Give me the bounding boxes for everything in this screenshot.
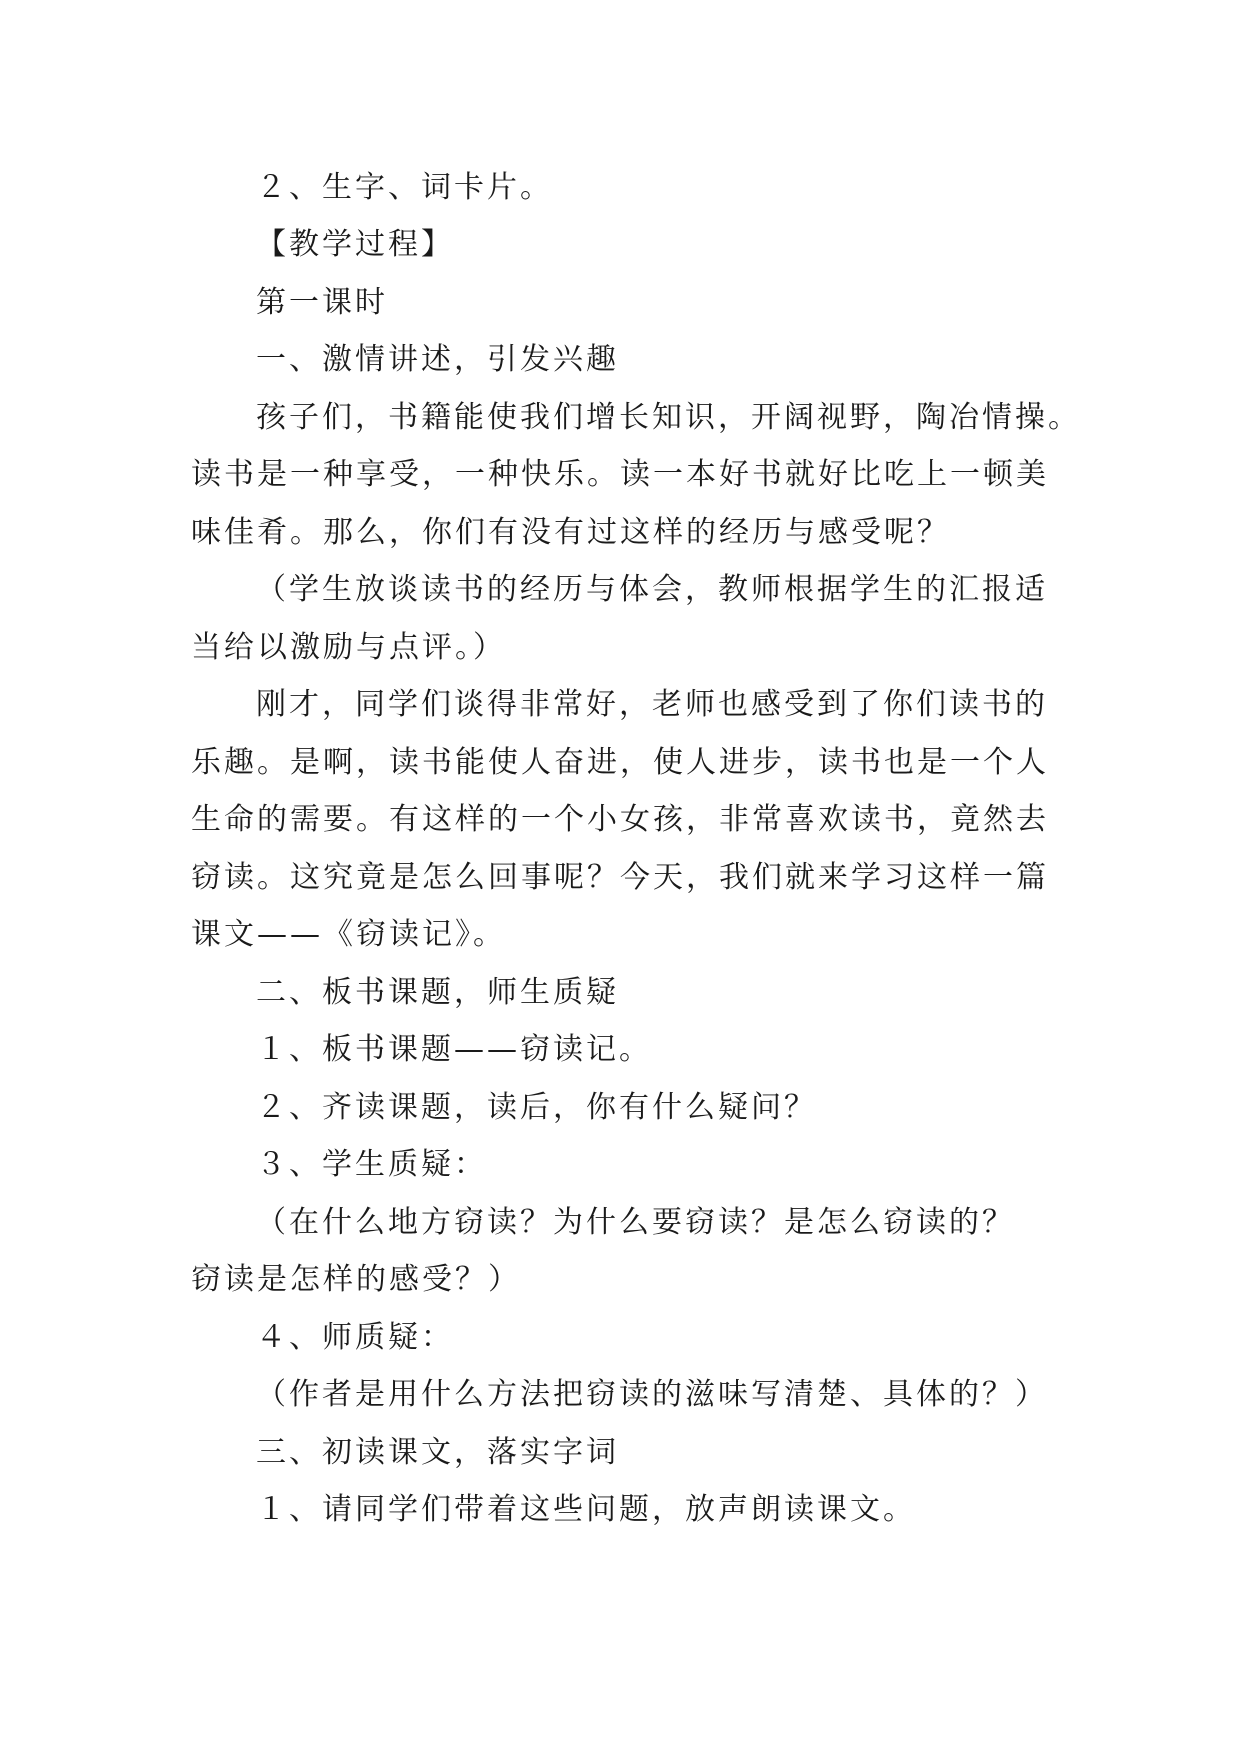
list-item-2: ２、齐读课题，读后，你有什么疑问？ bbox=[256, 1090, 817, 1125]
paragraph-1-line-2: 读书是一种享受，一种快乐。读一本好书就好比吃上一顿美 bbox=[191, 457, 1049, 492]
section-heading-teaching-process: 【教学过程】 bbox=[256, 227, 454, 262]
list-item-5: １、请同学们带着这些问题，放声朗读课文。 bbox=[256, 1492, 916, 1527]
step-heading-2: 二、板书课题，师生质疑 bbox=[256, 975, 619, 1010]
paragraph-2-line-2: 当给以激励与点评。） bbox=[191, 630, 506, 665]
paragraph-1-line-3: 味佳肴。那么，你们有没有过这样的经历与感受呢？ bbox=[191, 515, 950, 550]
paragraph-3-line-5: 课文——《窃读记》。 bbox=[191, 917, 506, 952]
step-heading-1: 一、激情讲述，引发兴趣 bbox=[256, 342, 619, 377]
lesson-title: 第一课时 bbox=[256, 285, 388, 320]
paragraph-5-line-1: （作者是用什么方法把窃读的滋味写清楚、具体的？） bbox=[256, 1377, 1048, 1412]
paragraph-2-line-1: （学生放谈读书的经历与体会，教师根据学生的汇报适 bbox=[256, 572, 1048, 607]
material-item-2: ２、生字、词卡片。 bbox=[256, 170, 553, 205]
step-heading-3: 三、初读课文，落实字词 bbox=[256, 1435, 619, 1470]
paragraph-3-line-3: 生命的需要。有这样的一个小女孩，非常喜欢读书，竟然去 bbox=[191, 802, 1049, 837]
list-item-4: ４、师质疑： bbox=[256, 1320, 454, 1355]
paragraph-3-line-1: 刚才，同学们谈得非常好，老师也感受到了你们读书的 bbox=[256, 687, 1048, 722]
list-item-1: １、板书课题——窃读记。 bbox=[256, 1032, 652, 1067]
list-item-3: ３、学生质疑： bbox=[256, 1147, 487, 1182]
paragraph-3-line-4: 窃读。这究竟是怎么回事呢？今天，我们就来学习这样一篇 bbox=[191, 860, 1049, 895]
paragraph-4-line-1: （在什么地方窃读？为什么要窃读？是怎么窃读的？ bbox=[256, 1205, 1015, 1240]
paragraph-3-line-2: 乐趣。是啊，读书能使人奋进，使人进步，读书也是一个人 bbox=[191, 745, 1049, 780]
paragraph-1-line-1: 孩子们，书籍能使我们增长知识，开阔视野，陶冶情操。 bbox=[256, 400, 1081, 435]
paragraph-4-line-2: 窃读是怎样的感受？） bbox=[191, 1262, 521, 1297]
